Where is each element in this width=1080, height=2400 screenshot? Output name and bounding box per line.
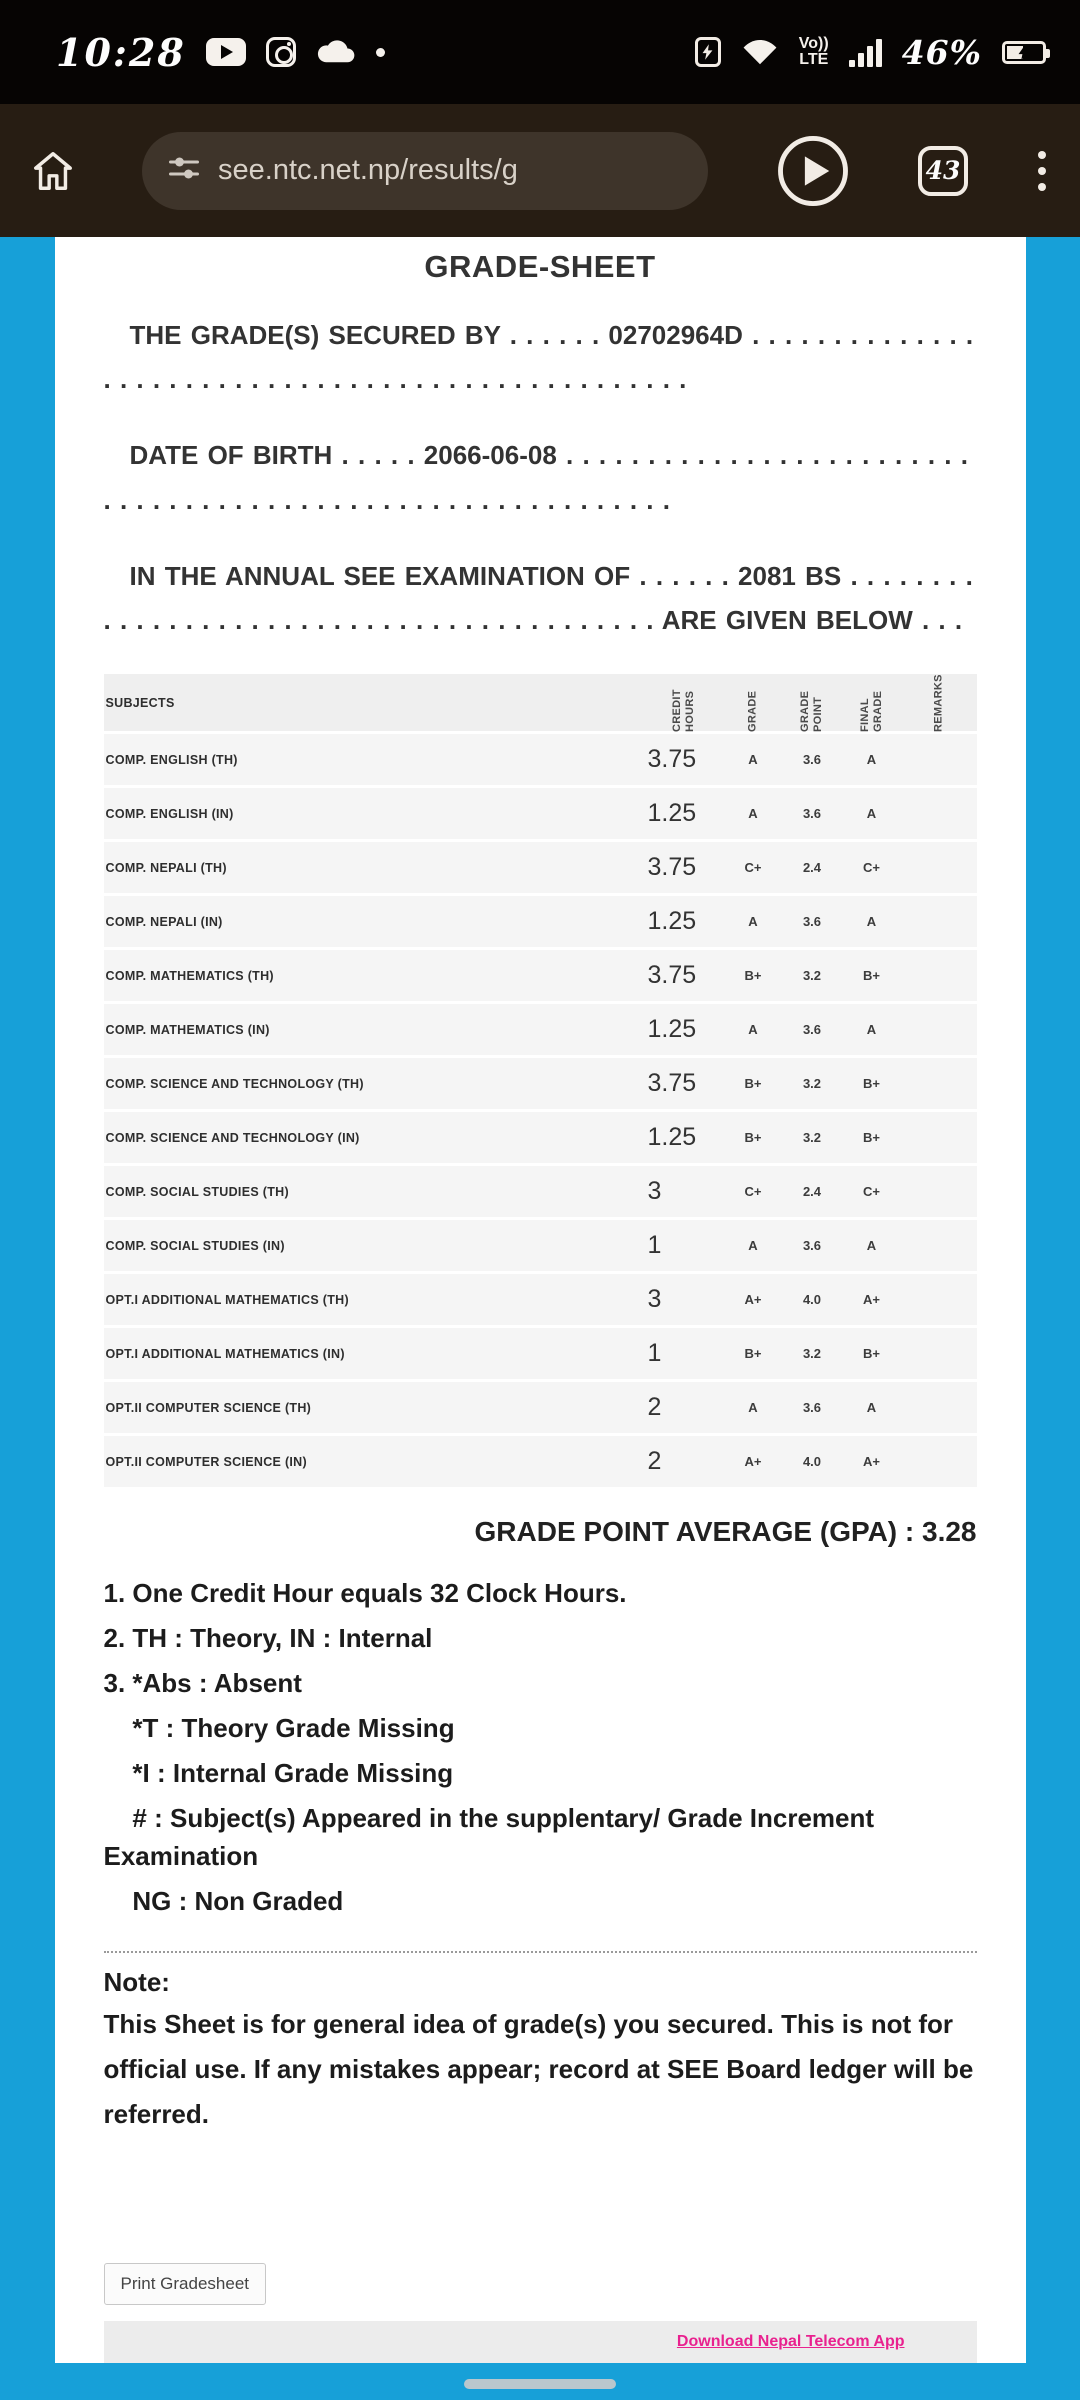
note-line: 1. One Credit Hour equals 32 Clock Hours. [103, 1578, 627, 1609]
cell-remarks [901, 1220, 977, 1271]
cloud-icon [316, 37, 356, 68]
cell-subject: COMP. ENGLISH (TH) [105, 752, 238, 767]
tune-icon[interactable] [166, 150, 202, 191]
cell-remarks [901, 1382, 977, 1433]
col-header-grade-point: GRADE POINT [798, 690, 824, 732]
cell-subject: COMP. SOCIAL STUDIES (IN) [105, 1238, 285, 1253]
dob-line: DATE OF BIRTH . . . . . 2066-06-08 . . . . . . . . . . . . . . . . . . . . . . . . . . . . . . . . . . . . . . . . . . . . . . . . . . . . . . . . . . . . [103, 440, 968, 515]
notes-list [104, 1574, 977, 1927]
cell-credit-hours: 1.25 [647, 1015, 697, 1044]
cell-grade-point: 4.0 [802, 1292, 822, 1308]
cell-subject: COMP. SCIENCE AND TECHNOLOGY (IN) [105, 1130, 360, 1145]
cell-grade-point: 2.4 [802, 1184, 822, 1200]
cell-remarks [901, 1436, 977, 1487]
cell-remarks [901, 1058, 977, 1109]
notification-dot-icon [376, 48, 385, 57]
table-row [104, 1004, 977, 1058]
cell-credit-hours: 3 [647, 1177, 662, 1206]
cell-final-grade: B+ [863, 1130, 880, 1146]
table-row [104, 1220, 977, 1274]
table-row [104, 896, 977, 950]
cell-grade: A+ [744, 1292, 762, 1308]
gesture-navigation-pill[interactable] [464, 2379, 616, 2389]
cell-grade: B+ [744, 1346, 762, 1362]
dotted-divider [104, 1951, 977, 1953]
cell-final-grade: A [866, 806, 877, 822]
cell-grade-point: 3.2 [802, 1130, 822, 1146]
cell-final-grade: A [866, 1022, 877, 1038]
cell-credit-hours: 3 [647, 1285, 662, 1314]
cell-grade: B+ [744, 968, 762, 984]
cell-grade: A [748, 806, 758, 822]
cell-final-grade: B+ [863, 1076, 880, 1092]
cell-subject: OPT.II COMPUTER SCIENCE (IN) [105, 1454, 307, 1469]
col-header-subjects: SUBJECTS [105, 695, 175, 710]
table-header-row [104, 674, 977, 734]
battery-percent: 46% [901, 32, 982, 72]
url-text[interactable]: see.ntc.net.np/results/g [218, 154, 518, 186]
cell-remarks [901, 1166, 977, 1217]
cell-grade-point: 2.4 [802, 860, 822, 876]
note-heading: Note: [103, 1967, 170, 1998]
note-line: # : Subject(s) Appeared in the supplentary/ Grade Increment Examination [103, 1803, 882, 1872]
signal-icon [849, 37, 882, 67]
table-body [104, 734, 977, 1490]
cell-final-grade: A [866, 1400, 877, 1416]
col-header-remarks: REMARKS [931, 673, 944, 732]
cell-subject: COMP. MATHEMATICS (TH) [105, 968, 274, 983]
table-row [104, 1382, 977, 1436]
cell-subject: COMP. NEPALI (TH) [105, 860, 227, 875]
cell-grade: C+ [744, 860, 762, 876]
cell-remarks [901, 788, 977, 839]
exam-line: IN THE ANNUAL SEE EXAMINATION OF . . . . . . 2081 BS . . . . . . . . . . . . . . . . . . . . . . . . . . . . . . . . . . . . . . . . . . ARE GIVEN BELOW . . . [103, 560, 973, 635]
table-row [104, 1328, 977, 1382]
table-row [104, 950, 977, 1004]
play-button[interactable] [774, 132, 852, 210]
cell-grade-point: 3.6 [802, 1022, 822, 1038]
battery-icon [1002, 41, 1046, 64]
footer-strip [104, 2321, 977, 2363]
cell-credit-hours: 1.25 [647, 907, 697, 936]
cell-final-grade: A [866, 752, 877, 768]
gpa-line: GRADE POINT AVERAGE (GPA) : 3.28 [474, 1516, 977, 1548]
note-line: 2. TH : Theory, IN : Internal [103, 1623, 433, 1654]
url-bar[interactable] [142, 132, 708, 210]
secured-by-line: THE GRADE(S) SECURED BY . . . . . . 02702964D . . . . . . . . . . . . . . . . . . . . . . . . . . . . . . . . . . . . . . . . . . . . . . . . . . [103, 320, 974, 395]
cell-grade: A [748, 1400, 758, 1416]
wifi-icon [741, 35, 779, 70]
note-line: *I : Internal Grade Missing [103, 1758, 454, 1789]
cell-final-grade: A [866, 914, 877, 930]
print-gradesheet-button[interactable]: Print Gradesheet [104, 2263, 267, 2305]
tab-count: 43 [925, 156, 961, 185]
cell-remarks [901, 1328, 977, 1379]
cell-final-grade: C+ [863, 860, 880, 876]
cell-grade-point: 3.2 [802, 968, 822, 984]
cell-credit-hours: 1 [647, 1339, 662, 1368]
cell-subject: OPT.I ADDITIONAL MATHEMATICS (IN) [105, 1346, 345, 1361]
clock: 10:28 [56, 29, 186, 75]
cell-final-grade: A+ [863, 1292, 880, 1308]
note-line: 3. *Abs : Absent [103, 1668, 302, 1699]
cell-remarks [901, 1112, 977, 1163]
cell-subject: OPT.II COMPUTER SCIENCE (TH) [105, 1400, 312, 1415]
home-button[interactable] [30, 148, 76, 194]
note-line: NG : Non Graded [103, 1886, 344, 1917]
col-header-grade: GRADE [746, 690, 759, 732]
cell-grade-point: 4.0 [802, 1454, 822, 1470]
cell-subject: COMP. SOCIAL STUDIES (TH) [105, 1184, 289, 1199]
col-header-credit-hours: CREDIT HOURS [670, 688, 696, 732]
download-app-link[interactable]: Download Nepal Telecom App [676, 2333, 905, 2350]
grades-table [104, 674, 977, 1490]
cell-final-grade: A+ [863, 1454, 880, 1470]
cell-grade-point: 3.6 [802, 806, 822, 822]
cell-grade-point: 3.6 [802, 752, 822, 768]
status-bar [0, 0, 1080, 104]
cell-credit-hours: 2 [647, 1393, 662, 1422]
battery-charging-icon [695, 37, 721, 67]
cell-grade: A [748, 752, 758, 768]
cell-final-grade: C+ [863, 1184, 880, 1200]
cell-credit-hours: 1.25 [647, 1123, 697, 1152]
cell-remarks [901, 734, 977, 785]
col-header-final-grade: FINAL GRADE [858, 690, 884, 732]
table-row [104, 842, 977, 896]
cell-credit-hours: 3.75 [647, 745, 697, 774]
cell-grade: A+ [744, 1454, 762, 1470]
cell-remarks [901, 842, 977, 893]
cell-remarks [901, 1004, 977, 1055]
cell-credit-hours: 2 [647, 1447, 662, 1476]
tab-switcher-button[interactable] [918, 146, 968, 196]
cell-remarks [901, 950, 977, 1001]
cell-grade-point: 3.6 [802, 914, 822, 930]
cell-subject: COMP. ENGLISH (IN) [105, 806, 234, 821]
cell-credit-hours: 1 [647, 1231, 662, 1260]
cell-credit-hours: 3.75 [647, 961, 697, 990]
youtube-icon [206, 38, 246, 66]
volte-icon: Vo)) LTE [798, 35, 829, 68]
table-row [104, 734, 977, 788]
cell-grade: C+ [744, 1184, 762, 1200]
table-row [104, 1274, 977, 1328]
cell-grade-point: 3.6 [802, 1400, 822, 1416]
cell-remarks [901, 896, 977, 947]
table-row [104, 1436, 977, 1490]
cell-grade: B+ [744, 1130, 762, 1146]
instagram-icon [266, 37, 296, 67]
cell-grade-point: 3.2 [802, 1076, 822, 1092]
cell-grade-point: 3.6 [802, 1238, 822, 1254]
table-row [104, 1058, 977, 1112]
table-row [104, 788, 977, 842]
cell-credit-hours: 3.75 [647, 853, 697, 882]
cell-credit-hours: 3.75 [647, 1069, 697, 1098]
browser-viewport [0, 237, 1080, 2400]
gradesheet-card [55, 237, 1026, 2363]
table-row [104, 1112, 977, 1166]
cell-grade: A [748, 914, 758, 930]
cell-grade: A [748, 1022, 758, 1038]
cell-final-grade: B+ [863, 968, 880, 984]
table-row [104, 1166, 977, 1220]
page-title: GRADE-SHEET [424, 249, 656, 284]
cell-grade-point: 3.2 [802, 1346, 822, 1362]
cell-remarks [901, 1274, 977, 1325]
cell-grade: A [748, 1238, 758, 1254]
cell-final-grade: B+ [863, 1346, 880, 1362]
cell-grade: B+ [744, 1076, 762, 1092]
cell-final-grade: A [866, 1238, 877, 1254]
cell-subject: COMP. SCIENCE AND TECHNOLOGY (TH) [105, 1076, 364, 1091]
cell-subject: COMP. MATHEMATICS (IN) [105, 1022, 270, 1037]
cell-subject: OPT.I ADDITIONAL MATHEMATICS (TH) [105, 1292, 349, 1307]
cell-subject: COMP. NEPALI (IN) [105, 914, 223, 929]
overflow-menu-button[interactable] [1034, 147, 1050, 195]
note-line: *T : Theory Grade Missing [103, 1713, 455, 1744]
browser-toolbar [0, 104, 1080, 237]
note-body: This Sheet is for general idea of grade(s) you secured. This is not for official use. If any mistakes appear; record at SEE Board ledger will be referred. [103, 2009, 974, 2129]
cell-credit-hours: 1.25 [647, 799, 697, 828]
